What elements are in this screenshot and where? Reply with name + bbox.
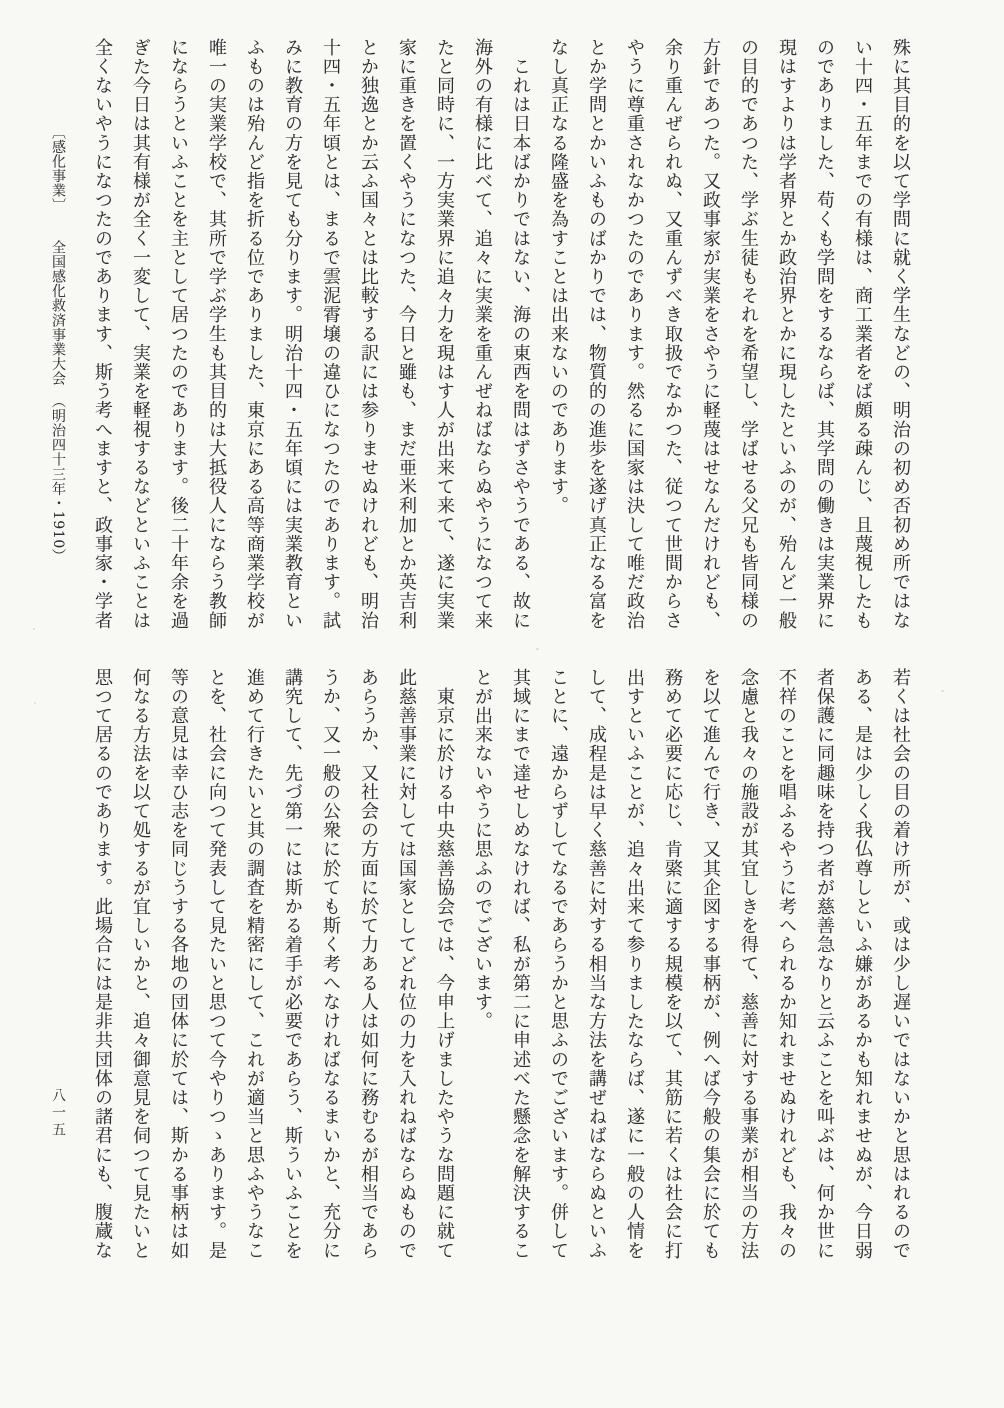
text-column: の目的であつた、学ぶ生徒もそれを希望し、学ばせる父兄も皆同様の [738, 38, 759, 631]
text-column: 十四・五年頃とは、まるで雲泥霄壌の違ひになつたのであります。試 [320, 38, 341, 631]
text-column: 全くないやうになつたのであります、斯う考へますと、政事家・学者 [92, 38, 113, 631]
lower-text-block [83, 668, 919, 1268]
text-column: 念慮と我々の施設が其宜しきを得て、慈善に対する事業が相当の方法 [738, 668, 759, 1261]
text-column: 唯一の実業学校で、其所で学ぶ学生も其目的は大抵役人にならう教師 [206, 38, 227, 631]
document-title: 全国感化救済事業大会 [50, 239, 66, 386]
text-column: ある、是は少しく我仏尊しといふ嫌があるかも知れませぬが、今日弱 [852, 668, 873, 1261]
text-column: 思つて居るのであります。此場合には是非共団体の諸君にも、腹蔵な [92, 668, 113, 1261]
text-column: 家に重きを置くやうになつた、今日と雖も、まだ亜米利加とか英吉利 [396, 38, 417, 631]
text-column: 不祥のことを唱ふるやうに考へられるか知れませぬけれども、我々の [776, 668, 797, 1261]
text-column: 東京に於ける中央慈善協会では、今申上げましたやうな問題に就て [434, 668, 455, 1261]
text-column: のでありました、苟くも学問をするならば、其学問の働きは実業界に [814, 38, 835, 631]
text-column: ふものは殆んど指を折る位でありました、東京にある高等商業学校が [244, 38, 265, 631]
text-column: たと同時に、一方実業界に追々力を現はす人が出来て来て、遂に実業 [434, 38, 455, 631]
text-column: 何なる方法を以て処するが宜しいかと、追々御意見を伺つて見たいと [130, 668, 151, 1261]
text-column: うか、又一般の公衆に於ても斯く考へなければなるまいかと、充分に [320, 668, 341, 1261]
text-column: あらうか、又社会の方面に於て力ある人は如何に務むるが相当であら [358, 668, 379, 1261]
upper-text-block [83, 38, 919, 638]
text-column: 余り重んぜられぬ、又重んずべき取扱でなかつた、従つて世間からさ [662, 38, 683, 631]
scan-speck [33, 628, 35, 630]
text-column: これは日本ばかりではない、海の東西を問はずさやうである、故に [510, 38, 531, 631]
text-column: なし真正なる隆盛を為すことは出来ないのであります。 [548, 38, 569, 516]
text-column: やうに尊重されなかつたのであります。然るに国家は決して唯だ政治 [624, 38, 645, 631]
scan-speck [34, 702, 36, 704]
document-date: （明治四十三年・1910） [50, 393, 66, 564]
text-column: 海外の有様に比べて、追々に実業を重んぜねばならぬやうになつて来 [472, 38, 493, 631]
text-column: にならうといふことを主として居つたのであります。後二十年余を過 [168, 38, 189, 631]
text-column: い十四・五年までの有様は、商工業者をば頗る疎んじ、且蔑視したも [852, 38, 873, 631]
text-column: 務めて必要に応じ、肯綮に適する規模を以て、其筋に若くは社会に打 [662, 668, 683, 1261]
text-column: 等の意見は幸ひ志を同じうする各地の団体に於ては、斯かる事柄は如 [168, 668, 189, 1261]
section-category-label: 〔感化事業〕 [50, 125, 66, 213]
text-column: 現はすよりは学者界とか政治界とかに現したといふのが、殆んど一般 [776, 38, 797, 631]
text-column: を以て進んで行き、又其企図する事柄が、例へば今般の集会に於ても [700, 668, 721, 1261]
margin-headnote [48, 125, 68, 595]
text-column: 講究して、先づ第一には斯かる着手が必要であらう、斯ういふことを [282, 668, 303, 1261]
page-number: 八一五 [50, 1088, 66, 1139]
scan-speck [536, 648, 539, 650]
text-column: 者保護に同趣味を持つ者が慈善急なりと云ふことを叫ぶは、何か世に [814, 668, 835, 1261]
text-column: とか学問とかいふものばかりでは、物質的の進歩を遂げ真正なる富を [586, 38, 607, 631]
text-column: して、成程是は早く慈善に対する相当な方法を講ぜねばならぬといふ [586, 668, 607, 1261]
text-column: ぎた今日は其有様が全く一変して、実業を軽視するなどといふことは [130, 38, 151, 631]
text-column: 若くは社会の目の着け所が、或は少し遅いではないかと思はれるので [890, 668, 911, 1261]
text-column: 其域にまで達せしめなければ、私が第二に申述べた懸念を解決するこ [510, 668, 531, 1261]
text-column: 方針であつた。又政事家が実業をさやうに軽蔑はせなんだけれども、 [700, 38, 721, 631]
text-column: とを、社会に向つて発表して見たいと思つて今やりつゝあります。是 [206, 668, 227, 1261]
text-column: みに教育の方を見ても分ります。明治十四・五年頃には実業教育とい [282, 38, 303, 631]
scan-speck [941, 690, 944, 692]
text-column: とが出来ないやうに思ふのでございます。 [472, 668, 493, 1031]
text-column: 進めて行きたいと其の調査を精密にして、これが適当と思ふやうなこ [244, 668, 265, 1261]
text-column: とか独逸とか云ふ国々とは比較する訳には参りませぬけれども、明治 [358, 38, 379, 631]
text-column: 出すといふことが、追々出来て参りましたならば、遂に一般の人情を [624, 668, 645, 1261]
text-column: 此慈善事業に対しては国家としてどれ位の力を入れねばならぬもので [396, 668, 417, 1261]
text-column: 殊に其目的を以て学問に就く学生などの、明治の初め否初め所ではな [890, 38, 911, 631]
text-column: ことに、遠からずしてなるであらうかと思ふのでございます。併して [548, 668, 569, 1261]
